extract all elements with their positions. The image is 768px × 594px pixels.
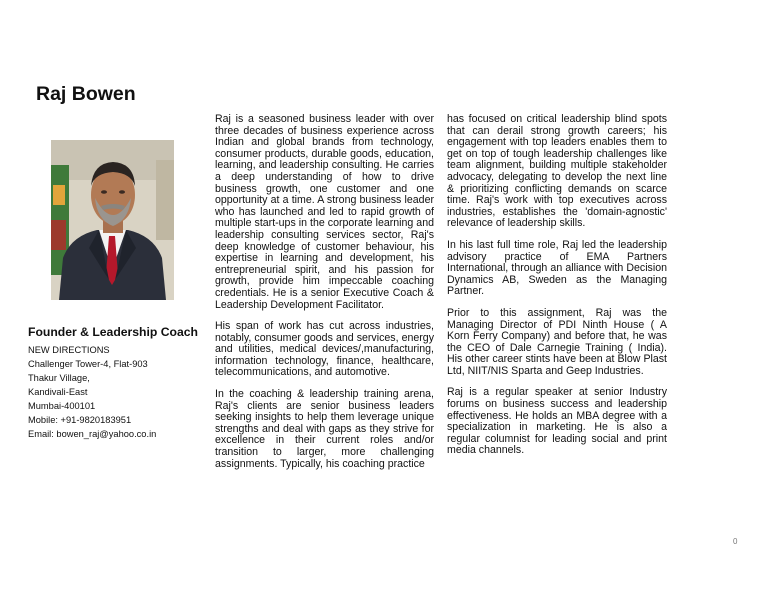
job-title: Founder & Leadership Coach [28, 325, 198, 339]
bio-column-1 [215, 114, 434, 480]
mobile-number: Mobile: +91-9820183951 [28, 415, 132, 425]
address-line: Kandivali-East [28, 387, 88, 397]
bio-paragraph: has focused on critical leadership blind spots that can derail strong growth careers; his engagement with top leaders enables them to get on top of tough leadership challenges like team alignment, building multiple stakeholder advocacy, delegating to develop the next line & prioritizing conflicting demands on scarce time. Raj's work with top executives across industries, establishes the 'domain-agnostic' relevance of leadership skills. [447, 113, 667, 230]
address-line: Challenger Tower-4, Flat-903 [28, 359, 148, 369]
bio-paragraph: In the coaching & leadership training arena, Raj's clients are senior business leaders seeking insights to help them leverage unique strengths and deal with gaps as they strive for excellence in their current roles and/or transition to larger, more challenging assignments. Typically, his coaching practice [215, 388, 434, 470]
profile-name: Raj Bowen [36, 83, 136, 105]
profile-photo [51, 140, 174, 300]
bio-paragraph: His span of work has cut across industries, notably, consumer goods and services, energy and utilities, medical devices/,manufacturing, information technology, finance, healthcare, telecommunications, and automotive. [215, 320, 434, 379]
bio-paragraph: In his last full time role, Raj led the leadership advisory practice of EMA Partners International, through an alliance with Decision Dynamics AB, Sweden as the Managing Partner. [447, 238, 667, 298]
page-number: 0 [733, 537, 738, 546]
contact-block [28, 325, 208, 441]
bio-paragraph: Raj is a seasoned business leader with over three decades of business experience across Indian and global brands from technology, consumer products, durable goods, education, learning, and leadership consulting. He carries a deep understanding of how to drive business growth, one customer and one opportunity at a time. A strong business leader who has launched and led to rapid growth of multiple start-ups in the corporate learning and leadership consulting services sector, Raj's deep knowledge of customer behaviour, his expertise in learning and development, his entrepreneurial spirit, and his passion for growth, provide him impeccable coaching credentials. He is a senior Executive Coach & Leadership Development Facilitator. [215, 113, 434, 311]
email-address: Email: bowen_raj@yahoo.co.in [28, 429, 157, 439]
bio-paragraph: Prior to this assignment, Raj was the Managing Director of PDI Ninth House ( A Korn Ferry Company) and before that, he was the CEO of Dale Carnegie Training ( India). His other career stints have been at Blow Plast Ltd, NIIT/NIS Sparta and Geep Industries. [447, 306, 667, 377]
bio-paragraph: Raj is a regular speaker at senior Industry forums on business success and leadership effectiveness. He holds an MBA degree with a specialization in marketing. He is also a regular columnist for leading social and print media channels. [447, 386, 667, 457]
address-line: Mumbai-400101 [28, 401, 96, 411]
bio-column-2 [447, 114, 667, 467]
company-name: NEW DIRECTIONS [28, 345, 110, 355]
address-line: Thakur Village, [28, 373, 90, 383]
